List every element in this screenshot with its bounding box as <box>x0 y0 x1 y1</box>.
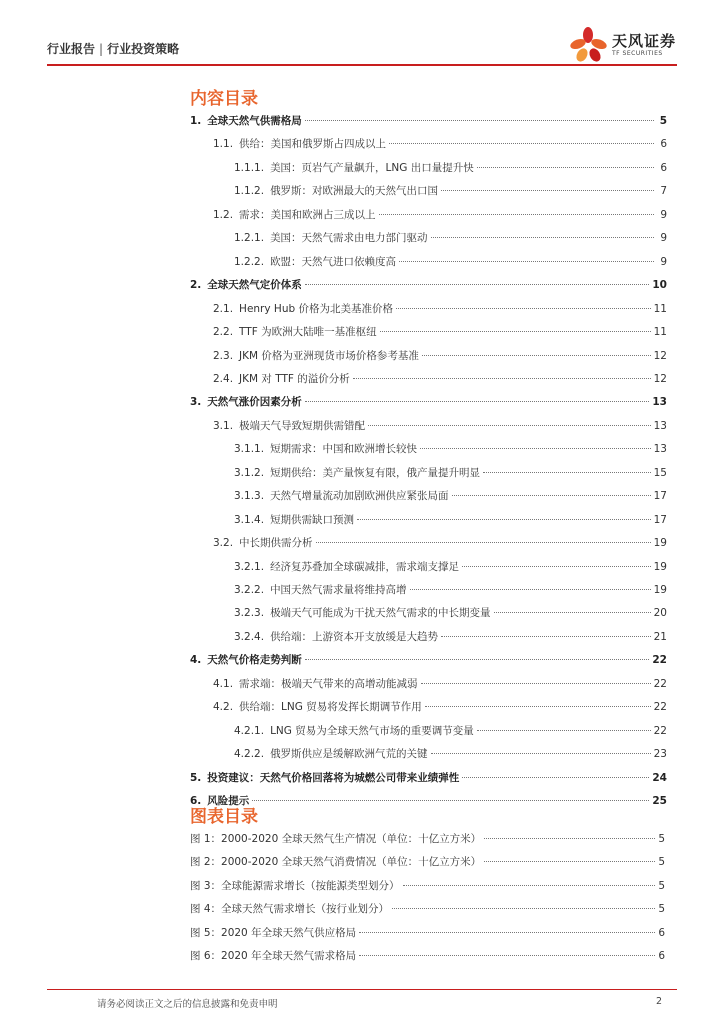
toc-entry[interactable] <box>234 254 667 272</box>
toc-entry-page: 21 <box>653 630 667 643</box>
toc-entry-number: 1.2.2. <box>234 255 265 268</box>
header-report-category: 行业投资策略 <box>107 42 180 56</box>
logo-name: 天风证券 <box>612 32 677 50</box>
toc-entry-page: 25 <box>652 795 667 808</box>
toc-entry[interactable] <box>234 488 667 506</box>
toc-entry-page: 12 <box>653 349 667 362</box>
toc-entry-number: 1.1.2. <box>234 185 265 198</box>
toc-entry-number: 4. <box>190 654 202 667</box>
toc-entry-page: 24 <box>652 771 667 784</box>
toc-entry-number: 3.2.2. <box>234 584 265 596</box>
figure-entry[interactable] <box>190 925 665 943</box>
figure-entry[interactable] <box>190 878 665 896</box>
toc-entry-page: 15 <box>653 466 667 479</box>
toc-entry-title: 供给：美国和俄罗斯占四成以上 <box>239 138 387 151</box>
figure-leader-dots <box>359 932 655 933</box>
toc-entry-page: 19 <box>653 537 667 550</box>
toc-entry-number: 1.2. <box>213 208 234 221</box>
toc-entry-title: 极端天气可能成为干扰天然气需求的中长期变量 <box>270 607 491 620</box>
company-logo <box>568 26 698 64</box>
toc-entry[interactable] <box>234 605 667 623</box>
toc-entry-number: 4.2.2. <box>234 748 265 761</box>
toc-entry-page: 23 <box>653 748 667 761</box>
figure-entry-page: 6 <box>658 950 665 962</box>
toc-leader-dots <box>462 777 649 778</box>
toc-leader-dots <box>441 636 651 637</box>
toc-entry[interactable] <box>234 465 667 483</box>
toc-leader-dots <box>399 261 654 262</box>
toc-entry-title: 全球天然气定价体系 <box>207 279 302 292</box>
toc-leader-dots <box>305 659 650 660</box>
figure-entry-page: 5 <box>658 879 665 892</box>
footer-disclaimer: 请务必阅读正文之后的信息披露和免责申明 <box>97 999 278 1010</box>
toc-entry-number: 3.1. <box>213 419 234 432</box>
toc-entry-page: 22 <box>652 654 667 667</box>
toc-entry[interactable] <box>213 676 667 694</box>
toc-entry-number: 1.1. <box>213 138 234 151</box>
figure-entry-page: 6 <box>658 926 665 939</box>
toc-entry-page: 10 <box>652 279 667 292</box>
toc-entry-number: 6. <box>190 795 202 808</box>
toc-entry-page: 9 <box>660 255 667 268</box>
toc-entry-page: 22 <box>653 677 667 690</box>
figure-entry-page: 5 <box>658 856 665 869</box>
toc-entry-page: 9 <box>660 208 667 221</box>
figure-entry[interactable] <box>190 948 665 966</box>
toc-entry-number: 3.1.3. <box>234 490 265 503</box>
toc-entry-title: 供给端：LNG 贸易将发挥长期调节作用 <box>239 701 422 714</box>
toc-leader-dots <box>452 495 651 496</box>
toc-leader-dots <box>422 355 651 356</box>
toc-entry-page: 17 <box>653 490 667 503</box>
toc-entry[interactable] <box>234 441 667 459</box>
toc-entry-page: 5 <box>659 115 667 127</box>
toc-leader-dots <box>305 120 654 121</box>
figure-entry-title: 图 1：2000-2020 全球天然气生产情况（单位：十亿立方米） <box>190 833 482 845</box>
toc-entry-number: 4.1. <box>213 677 234 690</box>
toc-entry[interactable] <box>234 723 667 741</box>
figure-entry-page: 5 <box>658 833 665 845</box>
flower-logo-icon <box>568 26 610 64</box>
figure-entry-title: 图 3：全球能源需求增长（按能源类型划分） <box>190 879 400 892</box>
toc-entry[interactable] <box>234 582 667 600</box>
toc-entry[interactable] <box>213 324 667 342</box>
toc-entry-title: 供给端：上游资本开支放缓是大趋势 <box>270 630 439 643</box>
toc-entry-title: 天然气增量流动加剧欧洲供应紧张局面 <box>270 490 449 503</box>
header-divider <box>47 64 677 66</box>
toc-entry-number: 4.2.1. <box>234 724 265 737</box>
toc-entry-page: 6 <box>660 161 667 174</box>
toc-entry-page: 13 <box>653 419 667 432</box>
toc-entry-page: 22 <box>653 701 667 714</box>
toc-entry-page: 6 <box>660 138 667 151</box>
header-breadcrumb <box>47 40 179 57</box>
toc-entry-number: 1.1.1. <box>234 161 265 174</box>
figure-entry-title: 图 6：2020 年全球天然气需求格局 <box>190 950 357 962</box>
toc-entry-title: 中国天然气需求量将维持高增 <box>270 584 407 596</box>
toc-entry-number: 2.4. <box>213 372 234 385</box>
toc-leader-dots <box>483 472 651 473</box>
toc-leader-dots <box>396 308 651 309</box>
toc-entry-number: 3. <box>190 396 202 409</box>
toc-leader-dots <box>477 167 654 168</box>
toc-entry-page: 13 <box>652 396 667 409</box>
toc-leader-dots <box>441 190 654 191</box>
toc-entry[interactable] <box>190 770 667 788</box>
toc-entry-title: 需求：美国和欧洲占三成以上 <box>239 208 376 221</box>
toc-entry-number: 5. <box>190 771 202 784</box>
figure-leader-dots <box>392 908 655 909</box>
toc-leader-dots <box>357 519 651 520</box>
toc-entry-title: 短期供需缺口预测 <box>270 513 355 526</box>
figure-leader-dots <box>403 885 656 886</box>
toc-leader-dots <box>410 589 651 590</box>
figure-entry-page: 5 <box>658 903 665 916</box>
toc-entry-page: 20 <box>653 607 667 620</box>
toc-entry-title: 俄罗斯供应是缓解欧洲气荒的关键 <box>270 748 428 761</box>
toc-entry[interactable] <box>213 136 667 154</box>
toc-leader-dots <box>425 706 651 707</box>
toc-entry-title: 全球天然气供需格局 <box>207 115 302 127</box>
toc-entry[interactable] <box>213 418 667 436</box>
toc-entry-page: 13 <box>653 443 667 456</box>
toc-entry[interactable] <box>213 535 667 553</box>
toc-entry-number: 3.1.4. <box>234 513 265 526</box>
toc-leader-dots <box>477 730 651 731</box>
toc-entry-number: 2.3. <box>213 349 234 362</box>
toc-entry-page: 9 <box>660 232 667 245</box>
toc-entry-number: 2.2. <box>213 326 234 339</box>
toc-leader-dots <box>421 683 651 684</box>
toc-entry-title: 俄罗斯：对欧洲最大的天然气出口国 <box>270 185 439 198</box>
toc-entry-title: 风险提示 <box>207 795 250 808</box>
toc-entry-number: 3.2.3. <box>234 607 265 620</box>
figure-entry[interactable] <box>190 831 665 849</box>
toc-entry-number: 3.2.4. <box>234 630 265 643</box>
toc-entry[interactable] <box>234 512 667 530</box>
toc-entry[interactable] <box>234 230 667 248</box>
toc-leader-dots <box>368 425 651 426</box>
toc-entry-title: 极端天气导致短期供需错配 <box>239 419 366 432</box>
toc-leader-dots <box>353 378 651 379</box>
toc-entry-number: 2. <box>190 279 202 292</box>
toc-leader-dots <box>389 143 654 144</box>
toc-leader-dots <box>462 566 651 567</box>
figure-entry-title: 图 2：2000-2020 全球天然气消费情况（单位：十亿立方米） <box>190 856 482 869</box>
toc-leader-dots <box>252 800 649 801</box>
toc-entry[interactable] <box>190 113 667 131</box>
toc-entry[interactable] <box>234 183 667 201</box>
toc-entry-page: 22 <box>653 724 667 737</box>
toc-entry[interactable] <box>234 160 667 178</box>
toc-entry-page: 12 <box>653 372 667 385</box>
toc-entry-title: LNG 贸易为全球天然气市场的重要调节变量 <box>270 724 474 737</box>
toc-entry[interactable] <box>213 699 667 717</box>
toc-entry-number: 3.2. <box>213 537 234 550</box>
toc-entry-number: 3.1.1. <box>234 443 265 456</box>
toc-entry-title: 美国：页岩气产量飙升，LNG 出口量提升快 <box>270 161 474 174</box>
toc-entry-title: 投资建议：天然气价格回落将为城燃公司带来业绩弹性 <box>207 771 460 784</box>
toc-entry[interactable] <box>234 559 667 577</box>
toc-heading: 内容目录 <box>190 89 258 109</box>
toc-entry-title: 短期需求：中国和欧洲增长较快 <box>270 443 418 456</box>
toc-leader-dots <box>305 284 650 285</box>
figure-entry-title: 图 4：全球天然气需求增长（按行业划分） <box>190 903 390 916</box>
toc-entry-number: 4.2. <box>213 701 234 714</box>
toc-entry-page: 7 <box>660 185 667 198</box>
page-number: 2 <box>656 996 663 1007</box>
figure-entry[interactable] <box>190 854 665 872</box>
toc-entry[interactable] <box>213 301 667 319</box>
toc-entry-number: 2.1. <box>213 302 234 315</box>
header-report-type: 行业报告 <box>47 42 96 56</box>
toc-leader-dots <box>379 214 654 215</box>
toc-entry[interactable] <box>234 746 667 764</box>
toc-entry[interactable] <box>213 207 667 225</box>
toc-entry-title: 天然气涨价因素分析 <box>207 396 302 409</box>
figure-entry[interactable] <box>190 901 665 919</box>
toc-entry-title: JKM 价格为亚洲现货市场价格参考基准 <box>239 349 419 362</box>
toc-entry-number: 3.1.2. <box>234 466 265 479</box>
toc-leader-dots <box>494 612 651 613</box>
toc-entry[interactable] <box>213 348 667 366</box>
toc-entry-page: 19 <box>653 560 667 573</box>
toc-entry[interactable] <box>190 277 667 295</box>
toc-entry-title: Henry Hub 价格为北美基准价格 <box>239 302 393 315</box>
logo-subtitle: TF SECURITIES <box>612 50 663 57</box>
toc-leader-dots <box>420 448 651 449</box>
toc-leader-dots <box>431 237 654 238</box>
toc-entry-title: 美国：天然气需求由电力部门驱动 <box>270 232 428 245</box>
toc-entry-title: 经济复苏叠加全球碳减排，需求端支撑足 <box>270 560 460 573</box>
figure-leader-dots <box>484 838 655 839</box>
toc-leader-dots <box>316 542 651 543</box>
toc-entry[interactable] <box>190 793 667 811</box>
figure-entry-title: 图 5：2020 年全球天然气供应格局 <box>190 926 357 939</box>
toc-entry-title: TTF 为欧洲大陆唯一基准枢纽 <box>239 326 377 339</box>
toc-entry-page: 17 <box>653 513 667 526</box>
toc-entry[interactable] <box>190 652 667 670</box>
toc-leader-dots <box>305 401 650 402</box>
toc-entry-title: 中长期供需分析 <box>239 537 313 550</box>
toc-entry-title: 欧盟：天然气进口依赖度高 <box>270 255 397 268</box>
toc-entry[interactable] <box>234 629 667 647</box>
figure-leader-dots <box>359 955 655 956</box>
toc-entry[interactable] <box>213 371 667 389</box>
figures-heading: 图表目录 <box>190 807 258 827</box>
toc-entry-title: 需求端：极端天气带来的高增动能减弱 <box>239 677 418 690</box>
toc-entry[interactable] <box>190 394 667 412</box>
toc-entry-number: 1. <box>190 115 202 127</box>
header-separator: | <box>99 42 104 56</box>
toc-entry-page: 11 <box>653 302 667 315</box>
toc-entry-number: 1.2.1. <box>234 232 265 245</box>
toc-leader-dots <box>431 753 651 754</box>
toc-entry-title: 天然气价格走势判断 <box>207 654 302 667</box>
toc-leader-dots <box>380 331 651 332</box>
toc-entry-title: JKM 对 TTF 的溢价分析 <box>239 372 350 385</box>
toc-entry-page: 19 <box>653 584 667 596</box>
figure-leader-dots <box>484 861 655 862</box>
toc-entry-page: 11 <box>653 326 667 339</box>
toc-entry-title: 短期供给：美产量恢复有限，俄产量提升明显 <box>270 466 481 479</box>
toc-entry-number: 3.2.1. <box>234 560 265 573</box>
footer-divider <box>47 989 677 990</box>
